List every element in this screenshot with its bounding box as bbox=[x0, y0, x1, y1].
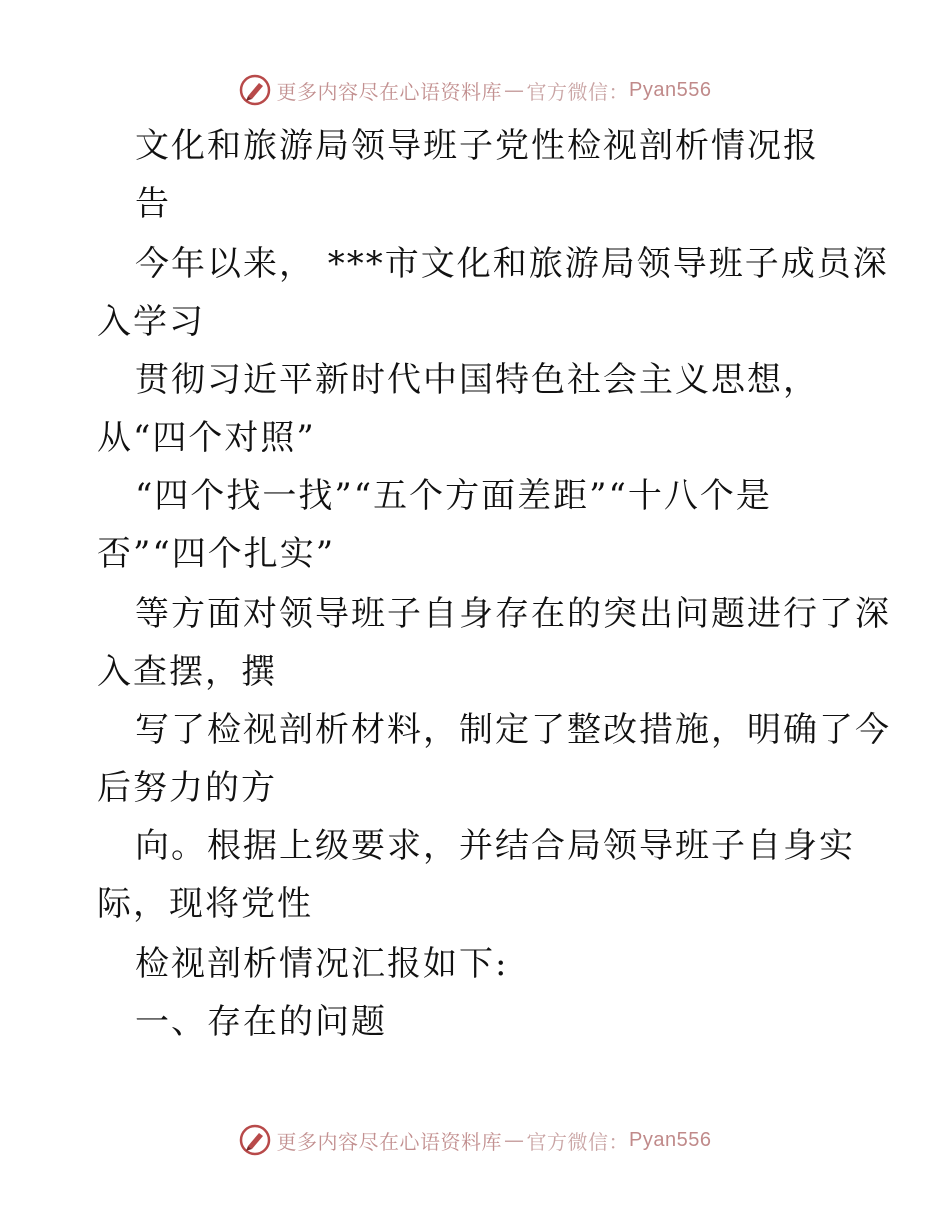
pen-logo-icon bbox=[239, 1124, 271, 1156]
header-site-text: 更多内容尽在心语资料库 bbox=[276, 79, 503, 104]
footer-wechat-id: Pyan556 bbox=[629, 1128, 712, 1151]
footer-watermark bbox=[0, 1120, 950, 1160]
paragraph-line: 后努力的方 bbox=[97, 768, 277, 808]
header-dash: — bbox=[504, 78, 525, 102]
footer-site-text: 更多内容尽在心语资料库 bbox=[276, 1129, 503, 1154]
paragraph-line: 写了检视剖析材料，制定了整改措施，明确了今 bbox=[135, 710, 891, 750]
paragraph-line: 贯彻习近平新时代中国特色社会主义思想， bbox=[135, 360, 819, 400]
footer-wechat-label: 官方微信： bbox=[526, 1129, 630, 1154]
paragraph-line: “四个找一找”“五个方面差距”“十八个是 bbox=[135, 476, 772, 516]
paragraph-line: 际，现将党性 bbox=[97, 884, 313, 924]
header-wechat-label: 官方微信： bbox=[526, 79, 630, 104]
document-title-line-1: 文化和旅游局领导班子党性检视剖析情况报 bbox=[135, 126, 819, 166]
paragraph-line: 入查摆，撰 bbox=[97, 652, 277, 692]
header-wechat-id: Pyan556 bbox=[629, 78, 712, 101]
footer-dash: — bbox=[504, 1128, 525, 1152]
paragraph-line: 等方面对领导班子自身存在的突出问题进行了深 bbox=[135, 594, 891, 634]
pen-logo-icon bbox=[239, 74, 271, 106]
section-heading: 一、存在的问题 bbox=[135, 1002, 387, 1042]
paragraph-line: 从“四个对照” bbox=[97, 418, 316, 458]
paragraph-line: 向。根据上级要求，并结合局领导班子自身实 bbox=[135, 826, 855, 866]
paragraph-line: 检视剖析情况汇报如下: bbox=[135, 944, 509, 984]
paragraph-line: 否”“四个扎实” bbox=[97, 534, 336, 574]
document-title-line-2: 告 bbox=[135, 184, 171, 224]
paragraph-line: 入学习 bbox=[97, 302, 205, 342]
header-watermark bbox=[0, 70, 950, 110]
paragraph-line: 今年以来， ***市文化和旅游局领导班子成员深 bbox=[135, 244, 889, 284]
